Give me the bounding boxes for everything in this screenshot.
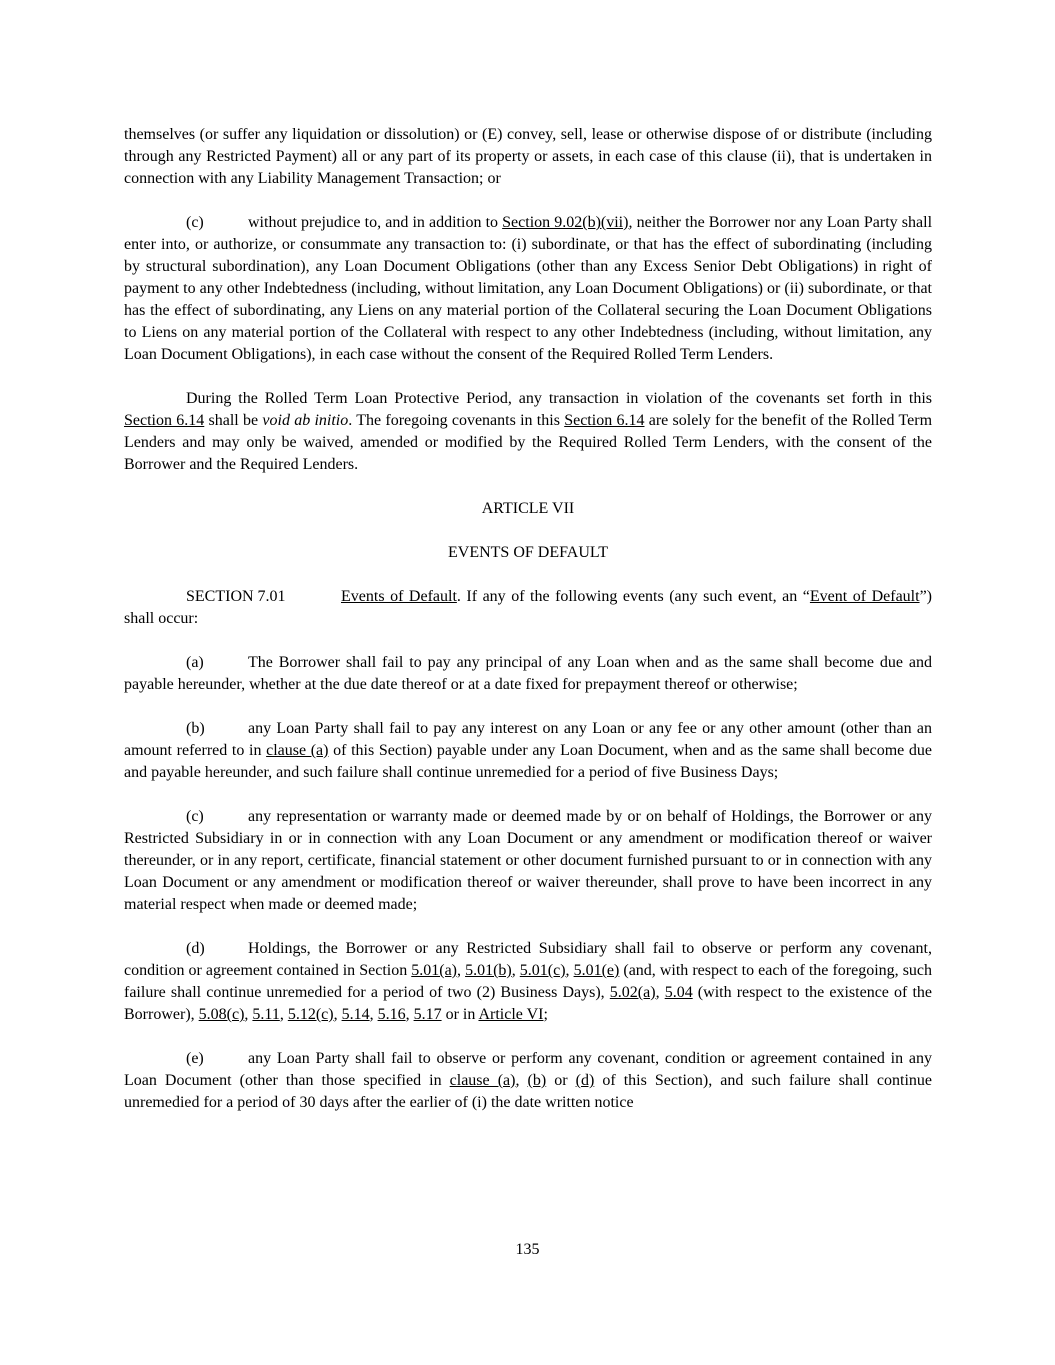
section-reference: 5.08(c) <box>198 1006 245 1023</box>
paragraph-continuation: themselves (or suffer any liquidation or dissolution) or (E) convey, sell, lease or otherwise dispose of or distribute (including through any Restricted Payment) all or any part of its property or assets, in each case of this clause (ii), that is undertaken in connection with any Liability Management Transaction; or <box>124 126 932 187</box>
document-body <box>124 124 932 1136</box>
clause-label: (a) <box>186 654 204 671</box>
clause-label: (d) <box>186 940 205 957</box>
paragraph-clause-c-representation: (c) any representation or warranty made or deemed made by or on behalf of Holdings, the Borrower or any Restricted Subsidiary in or in connection with any Loan Document or any amendment or modification thereof or waiver thereunder, or in any report, certificate, financial statement or other document furnished pursuant to or in connection with any Loan Document or any amendment or modification thereof or waiver thereunder, shall prove to have been incorrect in any material respect when made or deemed made; <box>124 808 932 913</box>
clause-label: (c) <box>186 214 204 231</box>
section-reference: 5.01(a) <box>411 962 458 979</box>
defined-term: Event of Default <box>809 588 920 605</box>
section-reference: 5.17 <box>413 1006 442 1023</box>
section-heading-paragraph: SECTION 7.01 Events of Default. If any of the following events (any such event, an “Event of Default”) shall occur: <box>124 588 932 627</box>
paragraph-clause-a: (a) The Borrower shall fail to pay any principal of any Loan when and as the same shall become due and payable hereunder, whether at the due date thereof or at a date fixed for prepayment thereof or otherwise; <box>124 654 932 693</box>
section-reference: 5.01(b) <box>465 962 512 979</box>
paragraph-clause-d: (d) Holdings, the Borrower or any Restricted Subsidiary shall fail to observe or perform any covenant, condition or agreement contained in Section 5.01(a), 5.01(b), 5.01(c), 5.01(e) (and, with respect to each of the foregoing, such failure shall continue unremedied for a period of two (2) Business Days), 5.02(a), 5.04 (with respect to the existence of the Borrower), 5.08(c), 5.11, 5.12(c), 5.14, 5.16, 5.17 or in Article VI; <box>124 940 933 1023</box>
section-reference: Section 6.14 <box>124 412 205 429</box>
article-heading: ARTICLE VII <box>481 500 575 517</box>
paragraph-clause-e: (e) any Loan Party shall fail to observe or perform any covenant, condition or agreement contained in any Loan Document (other than those specified in clause (a), (b) or (d) of this Section), and such failure shall continue unremedied for a period of 30 days after the earlier of (i) the date written notice <box>124 1050 933 1111</box>
clause-reference: (d) <box>575 1072 595 1089</box>
section-reference: Section 9.02(b)(vii) <box>502 214 629 231</box>
section-number: SECTION 7.01 <box>186 588 286 605</box>
clause-label: (c) <box>186 808 204 825</box>
section-reference: 5.11 <box>252 1006 280 1023</box>
clause-label: (e) <box>186 1050 204 1067</box>
clause-reference: clause (a) <box>266 742 329 759</box>
section-reference: 5.01(e) <box>573 962 620 979</box>
section-reference: 5.16 <box>377 1006 406 1023</box>
page-number: 135 <box>515 1241 540 1258</box>
section-reference: 5.04 <box>664 984 693 1001</box>
section-title: Events of Default <box>341 588 457 605</box>
paragraph-protective-period: During the Rolled Term Loan Protective Period, any transaction in violation of the covenants set forth in this Section 6.14 shall be void ab initio. The foregoing covenants in this Section 6.14 are solely for the benefit of the Rolled Term Lenders and may only be waived, amended or modified by the Required Rolled Term Lenders, with the consent of the Borrower and the Required Lenders. <box>124 390 933 473</box>
section-reference: 5.12(c) <box>287 1006 334 1023</box>
paragraph-clause-b: (b) any Loan Party shall fail to pay any interest on any Loan or any fee or any other amount (other than an amount referred to in clause (a) of this Section) payable under any Loan Document, when and as the same shall become due and payable hereunder, and such failure shall continue unremedied for a period of five Business Days; <box>124 720 933 781</box>
clause-label: (b) <box>186 720 205 737</box>
section-reference: 5.14 <box>341 1006 370 1023</box>
section-reference: Section 6.14 <box>564 412 645 429</box>
section-reference: 5.02(a) <box>609 984 656 1001</box>
italic-term: void ab initio <box>262 412 349 429</box>
section-reference: 5.01(c) <box>519 962 566 979</box>
clause-reference: clause (a) <box>449 1072 516 1089</box>
article-title: EVENTS OF DEFAULT <box>447 544 608 561</box>
clause-reference: (b) <box>527 1072 547 1089</box>
paragraph-clause-c-covenant: (c) without prejudice to, and in addition to Section 9.02(b)(vii), neither the Borrower nor any Loan Party shall enter into, or authorize, or consummate any transaction to: (i) subordinate, or that has the effect of subordinating (including by structural subordination), any Loan Document Obligations (other than any Excess Senior Debt Obligations) in right of payment to any other Indebtedness (including, without limitation, any Loan Document Obligations) or (ii) subordinate, or that has the effect of subordinating, any Liens on any material portion of the Collateral securing the Loan Document Obligations to Liens on any material portion of the Collateral with respect to any other Indebtedness (including, without limitation, any Loan Document Obligations), in each case without the consent of the Required Rolled Term Lenders. <box>124 214 933 363</box>
article-reference: Article VI <box>478 1006 544 1023</box>
